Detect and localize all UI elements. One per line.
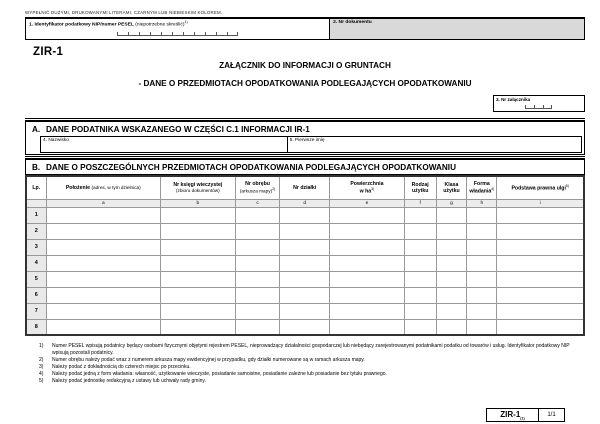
footnote [39,364,585,371]
character-cell-tick [205,32,216,36]
empty-data-cell [497,319,584,335]
section-b-letter: B. [32,163,41,172]
empty-data-cell [160,303,235,319]
empty-data-cell [235,239,280,255]
table-row [26,287,584,303]
table-row [26,319,584,335]
footer-page-number: 1/1 [547,411,556,418]
empty-data-cell [467,239,497,255]
empty-data-cell [280,223,330,239]
character-cell-tick [183,32,194,36]
footnote-number: 5) [39,377,44,384]
table-header-row [26,176,584,199]
nazwisko-field [40,136,288,153]
section-b [25,159,585,175]
section-a [25,121,585,155]
empty-data-cell [46,303,160,319]
attachment-number-label: 3. Nr załącznika [496,97,531,102]
character-cell-tick [534,105,543,109]
nr-dokumentu-box [330,19,584,39]
footnotes [39,343,585,385]
empty-data-cell [280,303,330,319]
empty-data-cell [330,303,405,319]
empty-data-cell [497,223,584,239]
empty-data-cell [467,319,497,335]
empty-data-cell [46,239,160,255]
footnote-text: Numer obrębu należy podać wraz z numerem arkusza mapy ewidencyjnej w przypadku, gdy działki numerowane są w ramach arkusza mapy. [52,356,365,363]
empty-data-cell [467,287,497,303]
table-row [26,207,584,223]
empty-data-cell [467,207,497,223]
character-cell-tick [194,32,205,36]
form-title-line2: - DANE O PRZEDMIOTACH OPODATKOWANIA PODLEGAJĄCYCH OPODATKOWANIU [138,79,472,88]
col-header-ksiega-wieczysta: Nr księgi wieczystej (zbioru dokumentów) [160,176,235,199]
character-cell-tick [172,32,183,36]
letter-cell: c [235,199,280,207]
letter-cell: h [467,199,497,207]
empty-data-cell [330,207,405,223]
attachment-number-box [493,95,585,112]
empty-data-cell [160,207,235,223]
section-b-title: DANE O POSZCZEGÓLNYCH PRZEDMIOTACH OPODATKOWANIA PODLEGAJĄCYCH OPODATKOWANIU [46,163,456,172]
empty-data-cell [235,207,280,223]
character-cell-tick [128,32,139,36]
empty-data-cell [280,255,330,271]
empty-data-cell [46,223,160,239]
header-boxes-row [25,19,585,40]
col-header-rodzaj-uzytku: Rodzaj użytku [404,176,436,199]
character-cell-tick [525,105,534,109]
character-cell-tick [543,105,552,109]
character-cell-tick [227,32,238,36]
table-row [26,223,584,239]
footnote-text: Należy podać jedną z form władania: własność, użytkowanie wieczyste, posiadanie samoistne, posiadanie zależne lub posiadanie bez tytułu prawnego. [52,370,387,377]
empty-data-cell [436,207,467,223]
empty-data-cell [467,271,497,287]
row-number-cell: 8 [26,319,46,335]
empty-data-cell [235,303,280,319]
footnote-number: 2) [39,356,44,363]
row-number-cell: 7 [26,303,46,319]
attachment-number-cells [525,104,554,109]
fill-instruction: WYPEŁNIĆ DUŻYMI, DRUKOWANYMI LITERAMI, CZARNYM LUB NIEBIESKIM KOLOREM. [25,10,223,15]
row-number-cell: 1 [26,207,46,223]
empty-data-cell [280,239,330,255]
character-cell-tick [216,32,227,36]
form-code: ZIR-1 [33,46,64,58]
row-number-cell: 5 [26,271,46,287]
land-parcels-table [25,175,585,336]
character-cell-tick [150,32,161,36]
empty-data-cell [46,271,160,287]
empty-data-cell [46,319,160,335]
footer-form-variant: (1) [520,416,525,421]
empty-data-cell [404,287,436,303]
section-a-letter: A. [32,125,41,134]
nazwisko-label: 4. Nazwisko [43,138,69,143]
footnote [39,357,585,364]
empty-data-cell [280,271,330,287]
empty-data-cell [467,255,497,271]
empty-data-cell [330,223,405,239]
footnote-number: 3) [39,363,44,370]
row-number-cell: 2 [26,223,46,239]
empty-data-cell [404,207,436,223]
empty-data-cell [497,287,584,303]
imie-label: 5. Pierwsze imię [289,138,325,143]
letter-cell: i [497,199,584,207]
empty-data-cell [436,239,467,255]
footnote-text: Należy podać jednostkę redakcyjną z ustawy lub uchwały rady gminy. [52,377,206,384]
section-a-fields [40,136,583,153]
col-header-forma-wladania: Forma władania$^{4)}$ [467,176,497,199]
empty-data-cell [436,223,467,239]
empty-data-cell [280,319,330,335]
footnote-number: 1) [39,343,44,349]
empty-data-cell [404,271,436,287]
letter-cell: f [404,199,436,207]
footnote-text: Numer PESEL wpisują podatnicy będący osobami fizycznymi objętymi rejestrem PESEL, nieprowadzący działalności gospodarczej lub niebędący zarejestrowanymi podatnikami podatku od towarów i usług. Identyfikator podatkowy NIP wpisują pozostali podatnicy. [52,343,570,356]
empty-data-cell [280,207,330,223]
empty-data-cell [330,255,405,271]
letter-cell: g [436,199,467,207]
table-row [26,239,584,255]
letter-cell: e [330,199,405,207]
column-letters-row [26,199,584,207]
nip-pesel-character-cells [117,31,239,36]
section-a-header [26,121,584,136]
footnote [39,371,585,378]
empty-data-cell [467,223,497,239]
empty-data-cell [235,319,280,335]
empty-data-cell [235,223,280,239]
empty-data-cell [46,207,160,223]
col-header-nr-dzialki: Nr działki [280,176,330,199]
character-cell-tick [117,32,128,36]
imie-field [287,136,582,153]
col-header-klasa-uzytku: Klasa użytku [436,176,467,199]
empty-data-cell [404,223,436,239]
table-row [26,271,584,287]
footer-box [486,408,565,422]
empty-data-cell [436,255,467,271]
empty-data-cell [160,287,235,303]
col-header-nr-obrebu: Nr obrębu (arkusza mapy)$^{2)}$ [235,176,280,199]
footnote-number: 4) [39,370,44,377]
col-header-lp: Lp. [26,176,46,199]
letter-cell: b [160,199,235,207]
section-b-header [26,159,584,174]
row-number-cell: 6 [26,287,46,303]
empty-data-cell [46,255,160,271]
row-number-cell: 3 [26,239,46,255]
empty-data-cell [46,287,160,303]
empty-data-cell [436,287,467,303]
empty-data-cell [404,255,436,271]
empty-data-cell [497,303,584,319]
section-a-title: DANE PODATNIKA WSKAZANEGO W CZĘŚCI C.1 INFORMACJI IR-1 [46,125,310,134]
empty-data-cell [160,223,235,239]
empty-data-cell [497,239,584,255]
footnote-text: Należy podać z dokładnością do czterech miejsc po przecinku. [52,363,191,370]
nr-dokumentu-label: 2. Nr dokumentu [333,20,372,25]
character-cell-tick [139,32,150,36]
empty-data-cell [160,271,235,287]
empty-data-cell [497,255,584,271]
empty-data-cell [160,239,235,255]
table-row [26,255,584,271]
empty-data-cell [467,303,497,319]
empty-data-cell [404,239,436,255]
table-row [26,303,584,319]
empty-data-cell [404,303,436,319]
col-header-powierzchnia: Powierzchnia w $ha^{3)}$ [330,176,405,199]
nip-pesel-field-box [26,19,330,39]
empty-data-cell [160,319,235,335]
empty-data-cell [235,271,280,287]
footer-form-code: ZIR-$1_{(1)}$ [487,409,539,421]
empty-data-cell [235,287,280,303]
empty-data-cell [330,239,405,255]
footnote [39,378,585,385]
empty-data-cell [436,319,467,335]
empty-data-cell [436,271,467,287]
empty-data-cell [404,319,436,335]
empty-data-cell [330,287,405,303]
empty-data-cell [235,255,280,271]
footnote [39,343,585,356]
letter-cell: a [46,199,160,207]
col-header-podstawa-ulgi: Podstawa prawna ulgi$^{5)}$ [497,176,584,199]
empty-data-cell [436,303,467,319]
empty-data-cell [330,319,405,335]
row-number-cell: 4 [26,255,46,271]
col-header-polozenie: Położenie (adres, w tym dzielnica) [46,176,160,199]
letter-cell: d [280,199,330,207]
empty-data-cell [330,271,405,287]
form-title-line1: ZAŁĄCZNIK DO INFORMACJI O GRUNTACH [219,61,391,70]
empty-data-cell [497,271,584,287]
nip-pesel-label: 1. Identyfikator podatkowy NIP/numer PESEL (niepotrzebne skreślić)$^{1)}$ [29,20,188,28]
empty-data-cell [160,255,235,271]
empty-data-cell [497,207,584,223]
character-cell-tick [161,32,172,36]
letter-cell [26,199,46,207]
empty-data-cell [280,287,330,303]
